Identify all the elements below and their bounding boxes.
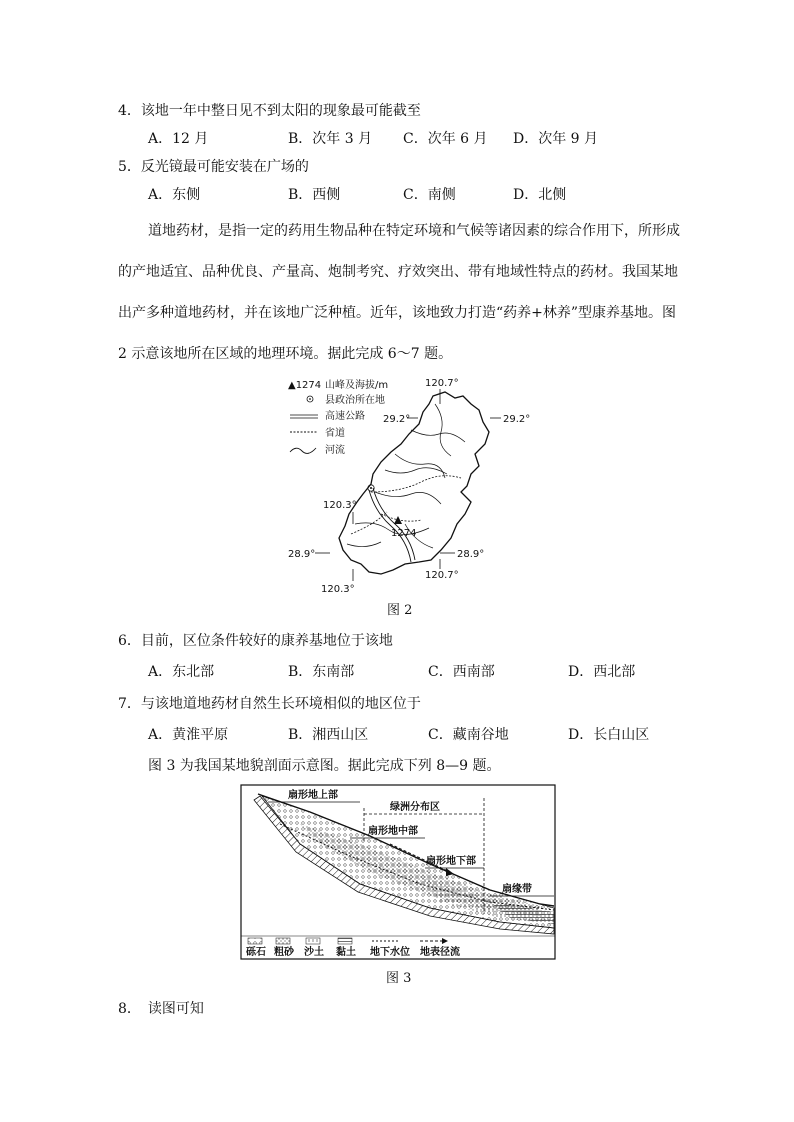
coord-left-lon: 120.3° [323, 500, 357, 511]
q8-stem: 8． 读图可知 [118, 1001, 204, 1017]
q5-option-c: C．南侧 [403, 187, 456, 203]
label-fan-edge: 扇缘带 [502, 884, 532, 895]
q4-option-d: D．次年 9 月 [513, 131, 599, 147]
passage-line-4: 2 示意该地所在区域的地理环境。据此完成 6～7 题。 [118, 346, 453, 362]
figure-3-intro: 图 3 为我国某地貌剖面示意图。据此完成下列 8—9 题。 [148, 758, 501, 774]
legend-gravel: 砾石 [246, 947, 266, 958]
legend-clay: 黏土 [336, 947, 356, 958]
coord-bottom-left-lon: 120.3° [321, 584, 355, 595]
q5-option-b: B．西侧 [288, 187, 341, 203]
label-fan-upper: 扇形地上部 [288, 790, 338, 801]
label-oasis: 绿洲分布区 [390, 802, 440, 813]
legend-peak: 山峰及海拔/m [325, 380, 389, 391]
q6-stem: 6．目前，区位条件较好的康养基地位于该地 [118, 633, 393, 649]
q4-stem: 4．该地一年中整日见不到太阳的现象最可能截至 [118, 103, 421, 119]
q7-option-a: A．黄淮平原 [148, 727, 229, 743]
q6-option-c: C．西南部 [428, 664, 495, 680]
q7-option-c: C．藏南谷地 [428, 727, 509, 743]
coord-top-right-lat: 29.2° [503, 414, 531, 425]
q7-stem: 7．与该地道地药材自然生长环境相似的地区位于 [118, 696, 421, 712]
q5-option-d: D．北侧 [513, 187, 567, 203]
main-river [369, 488, 415, 562]
q6-option-d: D．西北部 [568, 664, 636, 680]
legend-river: 河流 [325, 445, 345, 456]
legend-sand: 粗砂 [274, 947, 294, 958]
q4-option-c: C．次年 6 月 [403, 131, 488, 147]
peak-icon [394, 516, 402, 524]
soil-swatch [306, 938, 320, 944]
legend-groundwater: 地下水位 [370, 947, 410, 958]
legend-soil: 沙土 [304, 947, 324, 958]
peak-elevation: 1274 [391, 528, 417, 539]
q4-option-a: A．12 月 [148, 131, 209, 147]
figure-3-caption: 图 3 [386, 971, 412, 986]
coord-top-lon: 120.7° [425, 378, 459, 389]
figure-2-map [285, 374, 531, 596]
coord-bottom-right-lat: 28.9° [457, 549, 485, 560]
coord-bottom-left-lat: 28.9° [288, 549, 316, 560]
coord-bottom-right-lon: 120.7° [425, 570, 459, 581]
coord-top-left-lat: 29.2° [383, 414, 411, 425]
sand-swatch [276, 938, 290, 944]
map-legend [288, 378, 388, 456]
label-fan-middle: 扇形地中部 [368, 826, 418, 837]
legend-road: 省道 [325, 428, 345, 439]
q4-option-b: B．次年 3 月 [288, 131, 373, 147]
label-fan-lower: 扇形地下部 [426, 856, 476, 867]
q6-option-a: A．东北部 [148, 664, 215, 680]
passage-line-2: 的产地适宜、品种优良、产量高、炮制考究、疗效突出、带有地域性特点的药材。我国某地 [118, 264, 678, 280]
legend-county: 县政治所在地 [325, 395, 385, 406]
gravel-swatch [248, 938, 262, 944]
clay-swatch [338, 938, 352, 944]
legend-peak-symbol: ▲1274 [288, 380, 322, 391]
q7-option-b: B．湘西山区 [288, 727, 369, 743]
figure-3-profile [240, 784, 556, 960]
river-icon [290, 448, 316, 453]
legend-runoff: 地表径流 [420, 947, 460, 958]
figure-2-caption: 图 2 [387, 603, 413, 618]
q5-stem: 5．反光镜最可能安装在广场的 [118, 159, 309, 175]
passage-line-1: 道地药材，是指一定的药用生物品种在特定环境和气候等诸因素的综合作用下，所形成 [148, 223, 680, 239]
q7-option-d: D．长白山区 [568, 727, 650, 743]
q5-option-a: A．东侧 [148, 187, 201, 203]
passage-line-3: 出产多种道地药材，并在该地广泛种植。近年，该地致力打造“药养+林养”型康养基地。图 [118, 305, 677, 321]
q6-option-b: B．东南部 [288, 664, 355, 680]
legend-highway: 高速公路 [325, 411, 365, 422]
